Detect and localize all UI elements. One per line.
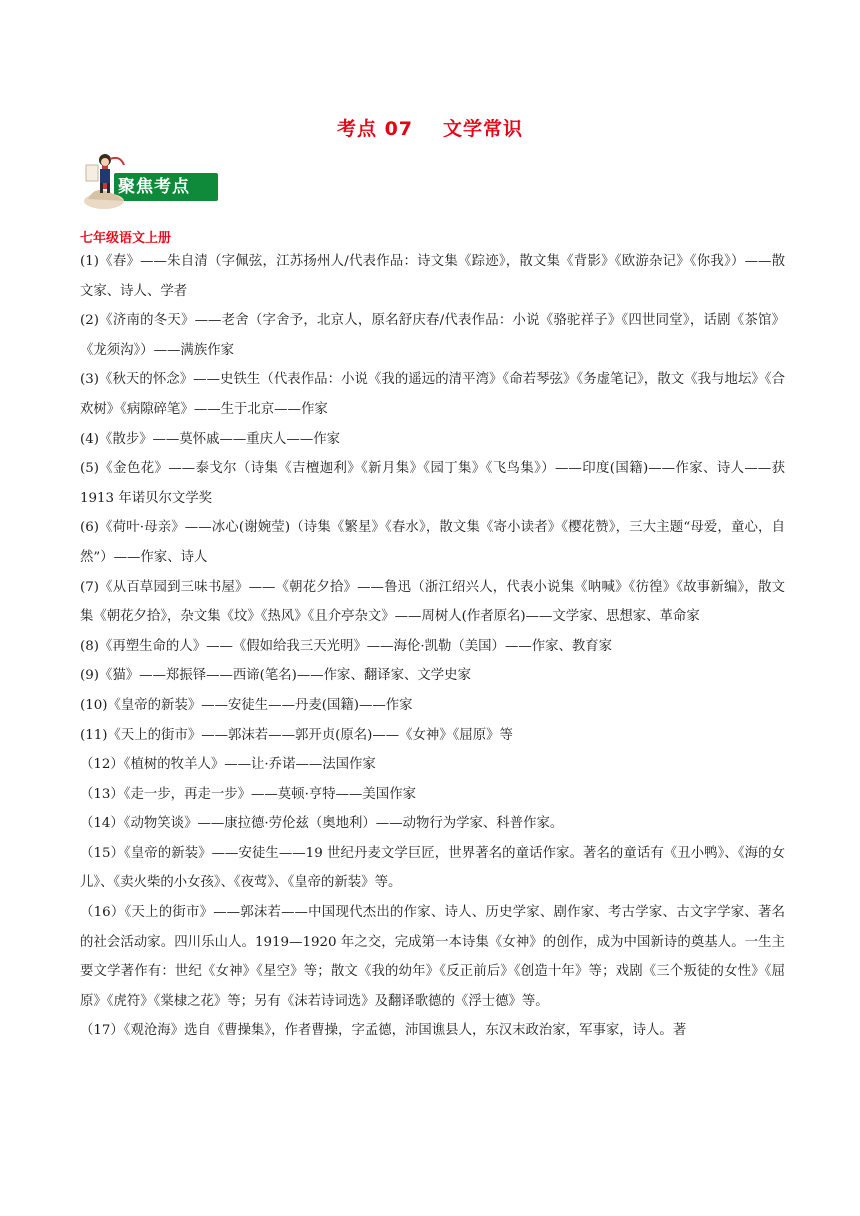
title-code: 考点 07 xyxy=(336,118,414,140)
list-item: (10)《皇帝的新装》——安徒生——丹麦(国籍)——作家 xyxy=(80,697,413,713)
title-text: 文学常识 xyxy=(443,118,524,140)
list-item: (2)《济南的冬天》——老舍（字舍予，北京人，原名舒庆春/代表作品：小说《骆驼祥子》《四世同堂》，话剧《茶馆》《龙须沟》）——满族作家 xyxy=(80,313,785,358)
list-item: (4)《散步》——莫怀戚——重庆人——作家 xyxy=(80,431,340,447)
list-item: (6)《荷叶·母亲》——冰心(谢婉莹)（诗集《繁星》《春水》，散文集《寄小读者》《樱花赞》，三大主题“母爱，童心，自然”）——作家、诗人 xyxy=(80,520,785,565)
list-item: (5)《金色花》——泰戈尔（诗集《吉檀迦利》《新月集》《园丁集》《飞鸟集》）——印度(国籍)——作家、诗人——获 1913 年诺贝尔文学奖 xyxy=(80,461,785,506)
list-item: (11)《天上的街市》——郭沫若——郭开贞(原名)——《女神》《屈原》等 xyxy=(80,727,513,743)
section-heading: 七年级语文上册 xyxy=(80,231,172,246)
list-item: (9)《猫》——郑振铎——西谛(笔名)——作家、翻译家、文学史家 xyxy=(80,668,471,684)
list-item: （17）《观沧海》选自《曹操集》，作者曹操，字孟德，沛国谯县人，东汉末政治家，军事家，诗人。著 xyxy=(80,1023,687,1039)
badge-label: 聚焦考点 xyxy=(118,177,190,197)
list-item: (8)《再塑生命的人》——《假如给我三天光明》——海伦·凯勒（美国）——作家、教育家 xyxy=(80,638,613,654)
list-item: （15）《皇帝的新装》——安徒生——19 世纪丹麦文学巨匠，世界著名的童话作家。著名的童话有《丑小鸭》、《海的女儿》、《卖火柴的小女孩》、《夜莺》、《皇帝的新装》等。 xyxy=(80,845,785,891)
list-item: (1)《春》——朱自清（字佩弦，江苏扬州人/代表作品：诗文集《踪迹》，散文集《背影》《欧游杂记》《你我》）——散文家、诗人、学者 xyxy=(80,254,785,299)
list-item: （13）《走一步，再走一步》——莫顿·亨特——美国作家 xyxy=(80,786,416,802)
content-list xyxy=(80,247,785,1046)
page-title xyxy=(0,114,860,141)
list-item: （12）《植树的牧羊人》——让·乔诺——法国作家 xyxy=(80,757,376,773)
list-item: (7)《从百草园到三味书屋》——《朝花夕拾》——鲁迅（浙江绍兴人，代表小说集《呐喊》《彷徨》《故事新编》，散文集《朝花夕拾》，杂文集《坟》《热风》《且介亭杂文》——周树人(作者原名)——文学家、思想家、革命家 xyxy=(80,579,785,625)
list-item: （16）《天上的街市》——郭沫若——中国现代杰出的作家、诗人、历史学家、剧作家、考古学家、古文字学家、著名的社会活动家。四川乐山人。1919—1920 年之交，完成第一本诗集《女神》的创作，成为中国新诗的奠基人。一生主要文学著作有：世纪《女神》《星空》等；散文《我的幼年》《反正前后》《创造十年》等；戏剧《三个叛徒的女性》《屈原》《虎符》《棠棣之花》等；另有《沫若诗词选》及翻译歌德的《浮士德》等。 xyxy=(80,905,785,1009)
list-item: (3)《秋天的怀念》——史铁生（代表作品：小说《我的遥远的清平湾》《命若琴弦》《务虚笔记》，散文《我与地坛》《合欢树》《病隙碎笔》——生于北京——作家 xyxy=(80,372,785,417)
list-item: （14）《动物笑谈》——康拉德·劳伦兹（奥地利）——动物行为学家、科普作家。 xyxy=(80,816,564,832)
focus-badge xyxy=(80,151,220,211)
